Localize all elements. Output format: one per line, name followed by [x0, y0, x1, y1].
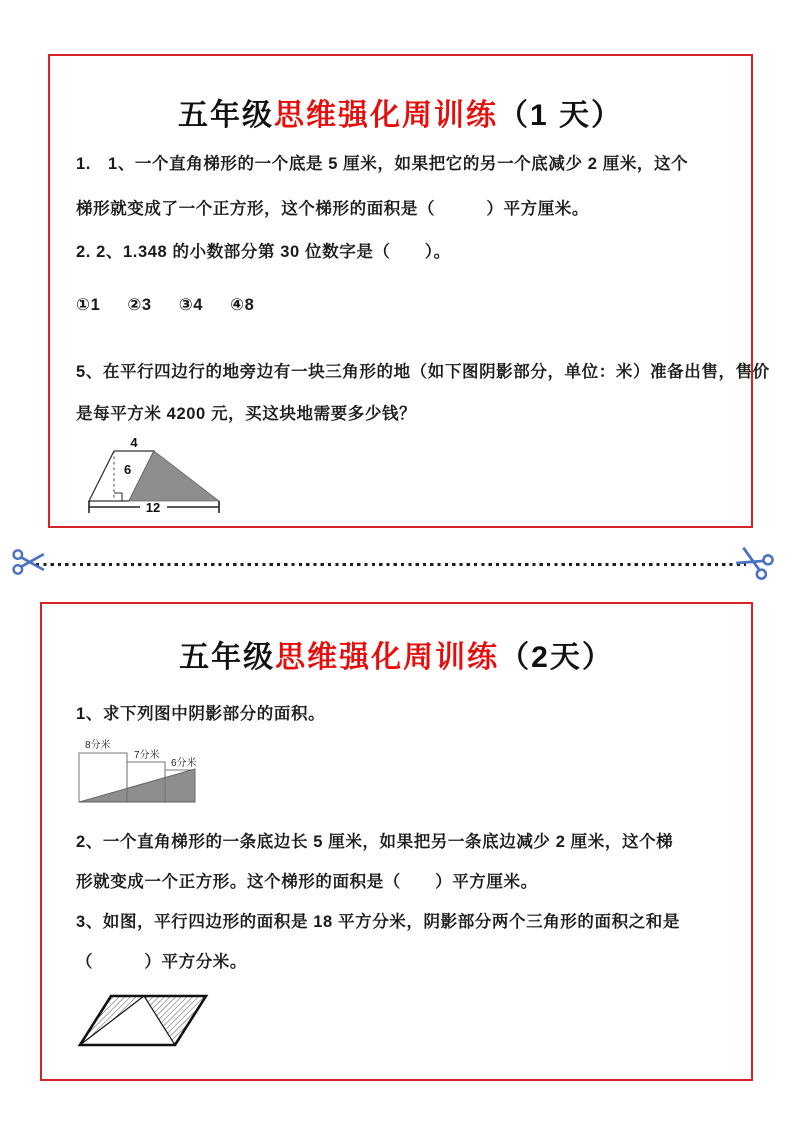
title-highlight: 思维强化周训练: [275, 641, 500, 674]
cut-dotted-line: [36, 563, 746, 566]
trapezoid-figure: [80, 434, 240, 526]
option-4: ④8: [230, 296, 255, 314]
base-length-label: 12: [145, 500, 161, 515]
hatched-triangle-right: [144, 996, 206, 1045]
page-title-day1: [50, 90, 751, 134]
parallelogram-figure: [74, 985, 224, 1051]
page-title-day2: [42, 632, 751, 676]
option-2: ②3: [127, 296, 152, 314]
question-5-line-2: 是每平方米 4200 元，买这块地需要多少钱？: [76, 405, 417, 423]
question-3-line-2: （ ）平方分米。: [76, 953, 247, 971]
label-7dm: 7分米: [134, 750, 160, 761]
question-1-line-1: 1. 1、一个直角梯形的一个底是 5 厘米，如果把它的另一个底减少 2 厘米，这个: [76, 155, 689, 173]
title-day-tail: （2天）: [499, 641, 614, 674]
question-1-line: 1、求下列图中阴影部分的面积。: [76, 705, 326, 723]
question-2-line: 2. 2、1.348 的小数部分第 30 位数字是（ ）。: [76, 243, 451, 261]
hatched-triangle-left: [80, 996, 144, 1045]
title-grade: 五年级: [179, 641, 276, 674]
worksheet-box-day1: [48, 54, 770, 528]
squares-triangle-figure: [64, 728, 274, 810]
option-1: ①1: [76, 296, 101, 314]
height-label: 6: [124, 462, 132, 477]
worksheet-box-day2: [40, 602, 753, 1081]
question-3-line-1: 3、如图，平行四边形的面积是 18 平方分米，阴影部分两个三角形的面积之和是: [76, 913, 680, 931]
scissors-left-icon: [12, 547, 46, 577]
title-highlight: 思维强化周训练: [273, 99, 498, 132]
title-grade: 五年级: [177, 99, 274, 132]
label-6dm: 6分米: [171, 758, 197, 769]
question-2-options: [76, 295, 281, 315]
question-2-line-1: 2、一个直角梯形的一条底边长 5 厘米，如果把另一条底边减少 2 厘米，这个梯: [76, 833, 674, 851]
label-8dm: 8分米: [85, 740, 111, 751]
scissors-right-icon: [731, 540, 777, 584]
top-length-label: 4: [130, 435, 138, 450]
question-1-line-2: 梯形就变成了一个正方形，这个梯形的面积是（ ）平方厘米。: [76, 200, 589, 218]
question-5-line-1: 5、在平行四边行的地旁边有一块三角形的地（如下图阴影部分，单位：米）准备出售，售价: [76, 363, 770, 381]
question-2-line-2: 形就变成一个正方形。这个梯形的面积是（ ）平方厘米。: [76, 873, 538, 891]
title-day-tail: （1 天）: [497, 99, 624, 132]
option-3: ③4: [178, 296, 204, 314]
